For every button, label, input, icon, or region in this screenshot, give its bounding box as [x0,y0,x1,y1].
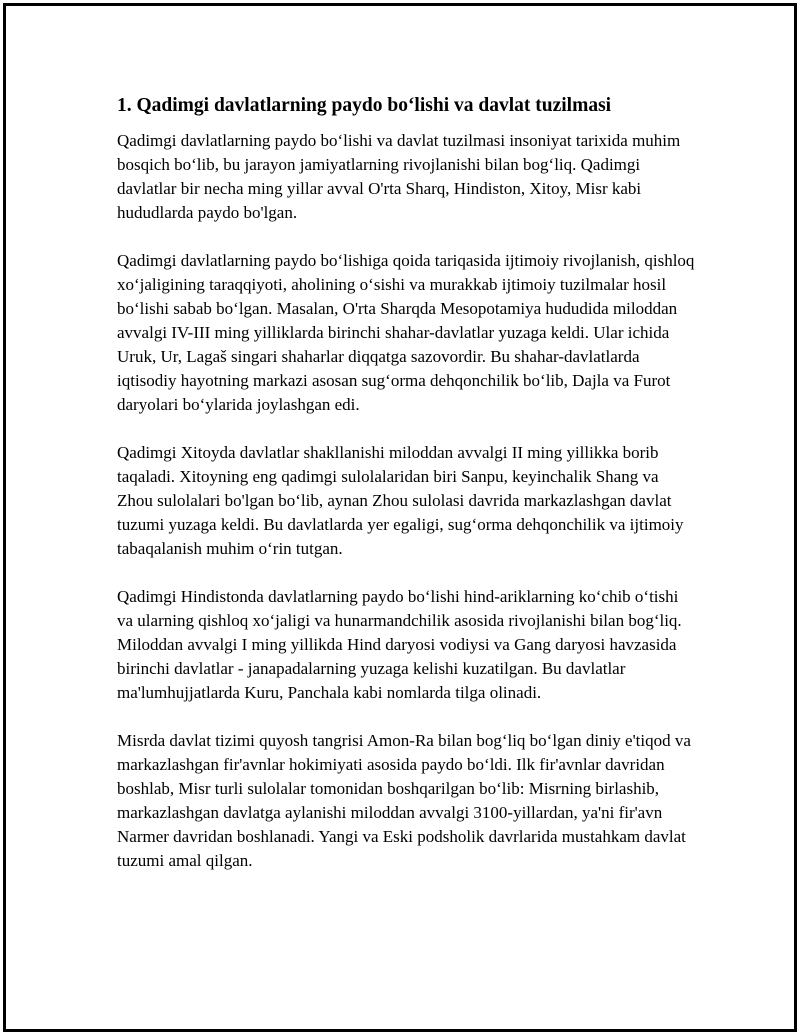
paragraph-mesopotamia: Qadimgi davlatlarning paydo bo‘lishiga qoida tariqasida ijtimoiy rivojlanish, qishloq xo‘jaligining taraqqiyoti, aholining o‘sishi va murakkab ijtimoiy tuzilmalar hosil bo‘lishi sabab bo‘lgan. Masalan, O'rta Sharqda Mesopotamiya hududida miloddan avvalgi IV-III ming yilliklarda birinchi shahar-davlatlar yuzaga keldi. Ular ichida Uruk, Ur, Lagaš singari shaharlar diqqatga sazovordir. Bu shahar-davlatlarda iqtisodiy hayotning markazi asosan sug‘orma dehqonchilik bo‘lib, Dajla va Furot daryolari bo‘ylarida joylashgan edi. [117,250,695,415]
document-title: 1. Qadimgi davlatlarning paydo bo‘lishi va davlat tuzilmasi [117,95,612,116]
document-body [117,93,697,897]
paragraph-egypt: Misrda davlat tizimi quyosh tangrisi Amon-Ra bilan bog‘liq bo‘lgan diniy e'tiqod va markazlashgan fir'avnlar hokimiyati asosida paydo bo‘ldi. Ilk fir'avnlar davridan boshlab, Misr turli sulolalar tomonidan boshqarilgan bo‘lib: Misrning birlashib, markazlashgan davlatga aylanishi miloddan avvalgi 3100-yillardan, ya'ni fir'avn Narmer davridan boshlanadi. Yangi va Eski podsholik davrlarida mustahkam davlat tuzumi amal qilgan. [117,730,691,871]
paragraph-india: Qadimgi Hindistonda davlatlarning paydo bo‘lishi hind-ariklarning ko‘chib o‘tishi va ularning qishloq xo‘jaligi va hunarmandchilik asosida rivojlanishi bilan bog‘liq. Miloddan avvalgi I ming yillikda Hind daryosi vodiysi va Gang daryosi havzasida birinchi davlatlar - janapadalarning yuzaga kelishi kuzatilgan. Bu davlatlar ma'lumhujjatlarda Kuru, Panchala kabi nomlarda tilga olinadi. [117,587,682,703]
paragraph-introduction: Qadimgi davlatlarning paydo bo‘lishi va davlat tuzilmasi insoniyat tarixida muhim bosqich bo‘lib, bu jarayon jamiyatlarning rivojlanishi bilan bog‘liq. Qadimgi davlatlar bir necha ming yillar avval O'rta Sharq, Hindiston, Xitoy, Misr kabi hududlarda paydo bo'lgan. [117,131,681,223]
paragraph-china: Qadimgi Xitoyda davlatlar shakllanishi miloddan avvalgi II ming yillikka borib taqaladi. Xitoyning eng qadimgi sulolalaridan biri Sanpu, keyinchalik Shang va Zhou sulolalari bo'lgan bo‘lib, aynan Zhou sulolasi davrida markazlashgan davlat tuzumi yuzaga keldi. Bu davlatlarda yer egaligi, sug‘orma dehqonchilik va ijtimoiy tabaqalanish muhim o‘rin tutgan. [117,443,684,559]
